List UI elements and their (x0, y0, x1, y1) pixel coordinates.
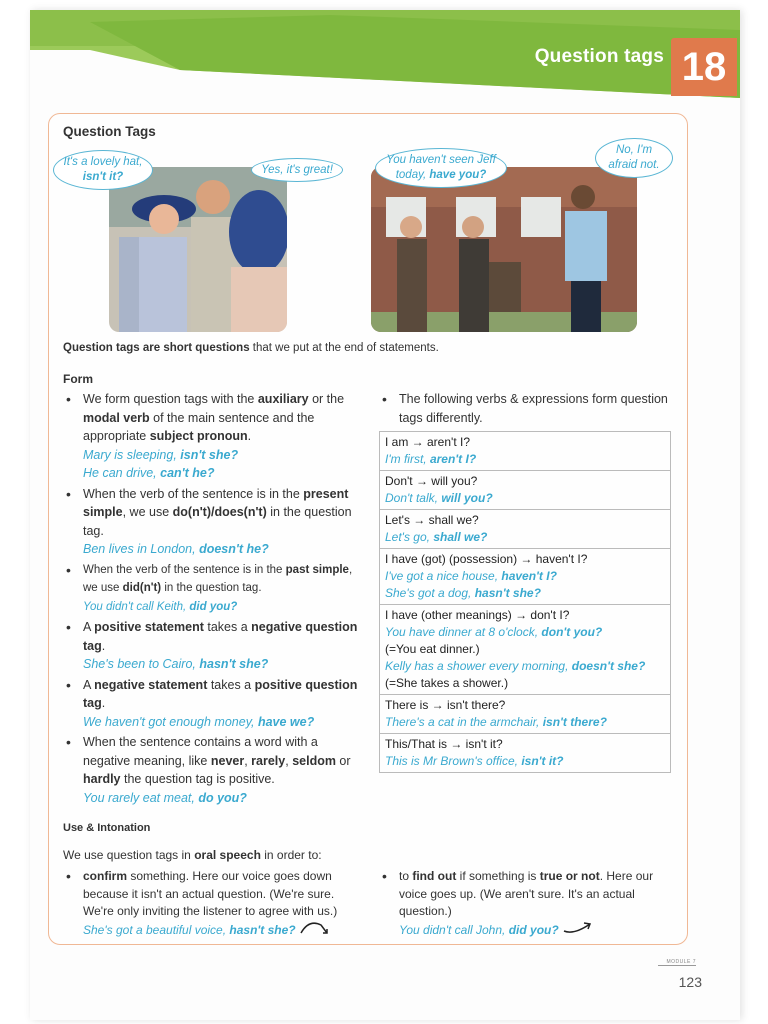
speech-bubble-yes-great: Yes, it's great! (251, 158, 343, 182)
question-tags-box (48, 113, 688, 945)
chapter-title: Question tags (534, 46, 664, 67)
form-rule-6: • When the sentence contains a word with a negative meaning, like never, rarely, seldom or hardly the question tag is positive. You rarely eat meat, do you? (63, 733, 359, 807)
box-title: Question Tags (63, 124, 156, 139)
example: She's been to Cairo, hasn't she? (83, 657, 269, 671)
form-rule-5: • A negative statement takes a positive question tag. We haven't got enough money, have we? (63, 676, 359, 732)
page-number: 123 (678, 974, 702, 990)
table-row: I have (got) (possession) → haven't I? I've got a nice house, haven't I? She's got a dog, hasn't she? (380, 549, 670, 605)
example: You rarely eat meat, do you? (83, 790, 247, 805)
table-row: Let's → shall we? Let's go, shall we? (380, 510, 670, 549)
chapter-number: 18 (671, 38, 737, 96)
form-rule-1: • We form question tags with the auxiliary or the modal verb of the main sentence and the appropriate subject pronoun. Mary is sleeping, isn't she? He can drive, can't he? (63, 390, 359, 483)
example: Mary is sleeping, isn't she? (83, 447, 239, 462)
use-intro: We use question tags in oral speech in order to: (63, 848, 322, 862)
form-rule-4: • A positive statement takes a negative question tag. She's been to Cairo, hasn't she? (63, 618, 359, 674)
speech-bubble-seen-jeff: You haven't seen Jeff today, have you? (375, 148, 507, 188)
example: You didn't call Keith, did you? (83, 600, 238, 613)
photo-jeff-conversation (371, 167, 637, 332)
header-banner (30, 10, 740, 98)
right-intro-item: • The following verbs & expressions form question tags differently. (379, 390, 671, 427)
example: We haven't got enough money, have we? (83, 714, 315, 729)
speech-bubble-afraid-not: No, I'm afraid not. (595, 138, 673, 178)
module-label: MODULE 7 (658, 959, 696, 966)
intro-sentence: Question tags are short questions that we put at the end of statements. (63, 342, 439, 354)
example: He can drive, can't he? (83, 466, 215, 480)
intonation-up-icon (562, 921, 594, 941)
form-heading: Form (63, 372, 93, 386)
example: Ben lives in London, doesn't he? (83, 542, 269, 556)
use-intonation-heading: Use & Intonation (63, 822, 151, 834)
photo-hat-conversation (109, 167, 287, 332)
table-row: I have (other meanings) → don't I? You have dinner at 8 o'clock, don't you? (=You eat dinner.) Kelly has a shower every morning, doesn't she? (=She takes a shower.) (380, 605, 670, 695)
intonation-down-icon (299, 921, 331, 941)
special-tags-table (379, 431, 671, 773)
table-row: There is → isn't there? There's a cat in the armchair, isn't there? (380, 695, 670, 734)
use-find-out (379, 868, 671, 942)
use-confirm-item: • confirm something. Here our voice goes down because it isn't an actual question. (We're sure. We're only inviting the listener to agree with us.) She's got a beautiful voice, hasn't she? (63, 868, 359, 940)
use-confirm (63, 868, 359, 942)
form-rule-2: • When the verb of the sentence is in the present simple, we use do(n't)/does(n't) in the question tag. Ben lives in London, doesn't he? (63, 485, 359, 559)
table-row: I am → aren't I? I'm first, aren't I? (380, 432, 670, 471)
table-row: Don't → will you? Don't talk, will you? (380, 471, 670, 510)
textbook-page (30, 10, 740, 1020)
form-rule-3: • When the verb of the sentence is in the past simple, we use did(n't) in the question tag. You didn't call Keith, did you? (63, 561, 359, 617)
speech-bubble-lovely-hat: It's a lovely hat, isn't it? (53, 150, 153, 190)
table-row: This/That is → isn't it? This is Mr Brown's office, isn't it? (385, 737, 564, 768)
use-find-out-item: • to find out if something is true or not. Here our voice goes up. (We aren't sure. It's an actual question.) You didn't call John, did you? (379, 868, 671, 940)
form-right-intro (379, 390, 671, 429)
form-left-column (63, 390, 359, 809)
